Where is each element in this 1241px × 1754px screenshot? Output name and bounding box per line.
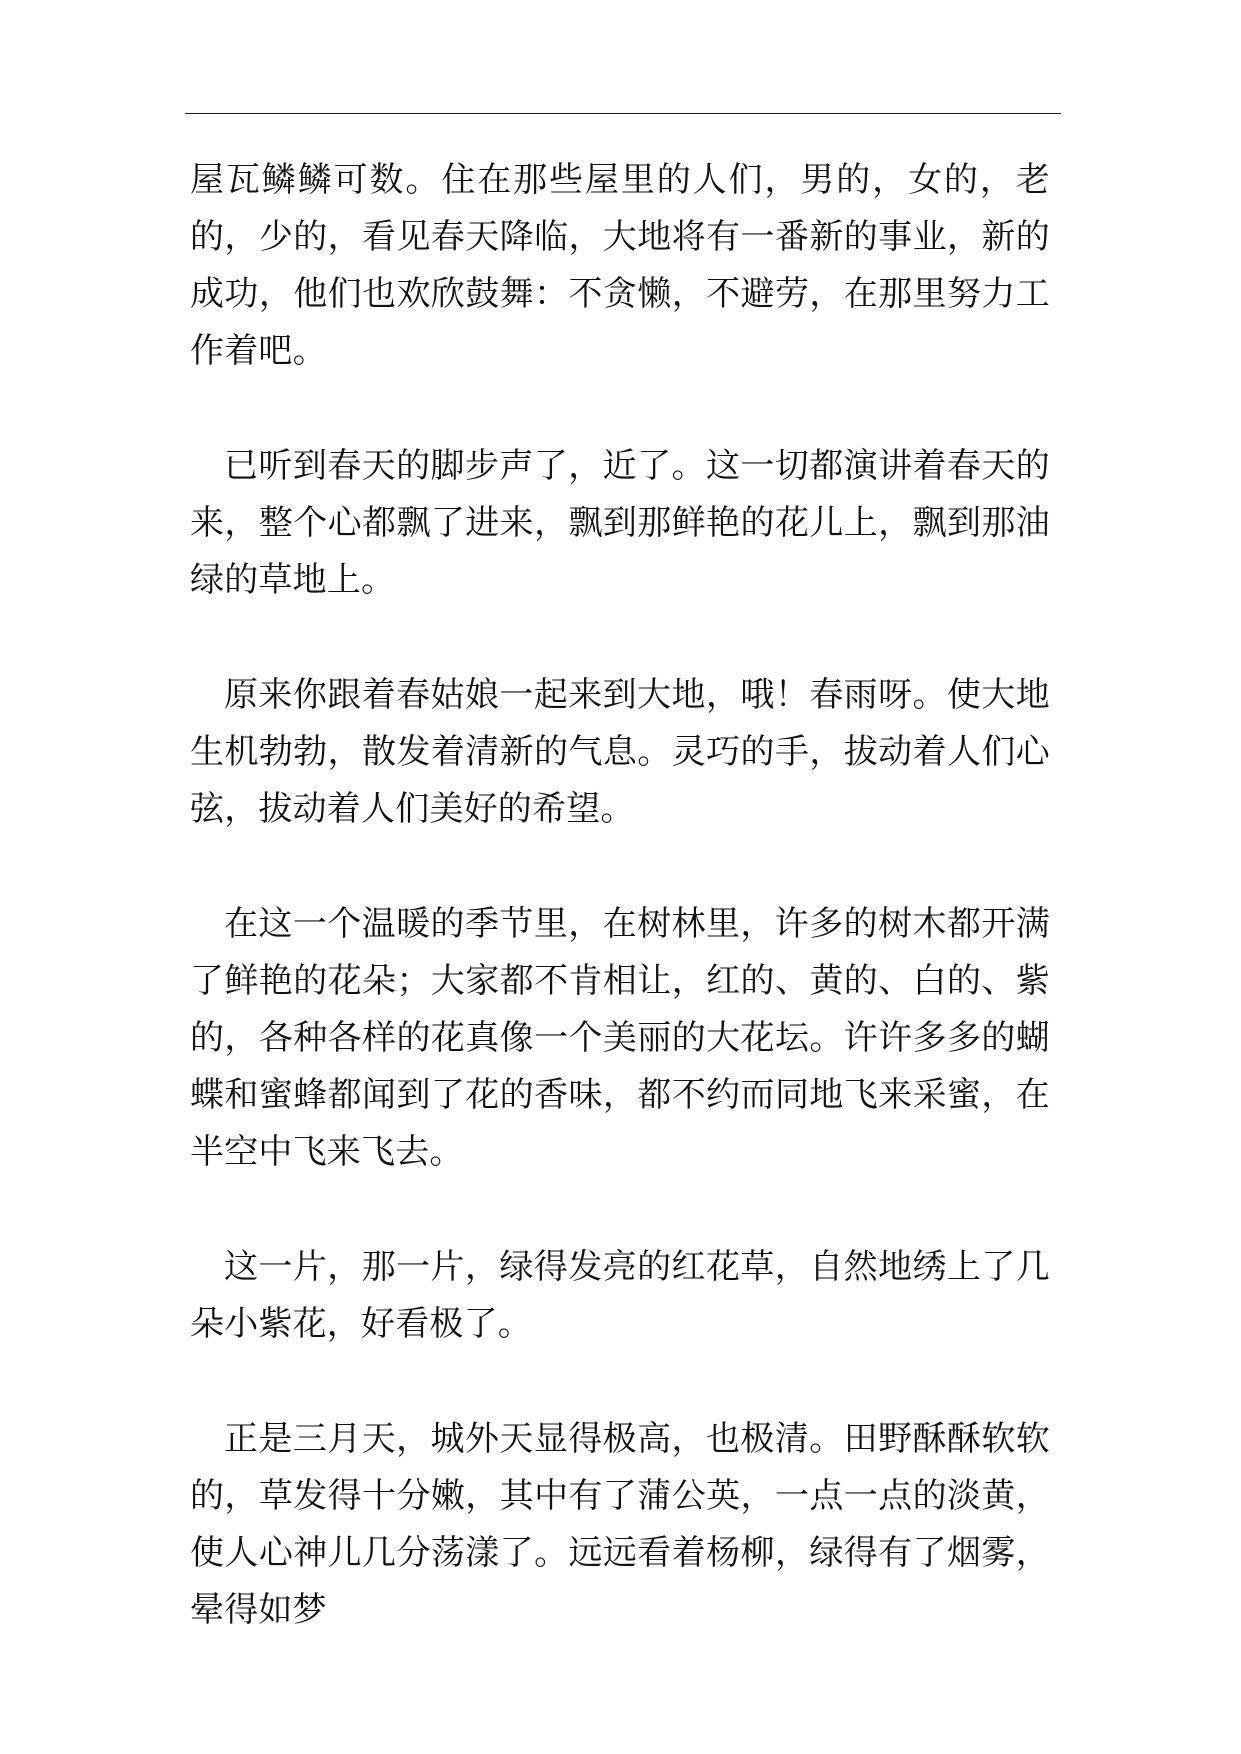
- paragraph: 已听到春天的脚步声了，近了。这一切都演讲着春天的来，整个心都飘了进来，飘到那鲜艳的花儿上，飘到那油绿的草地上。: [190, 446, 1050, 600]
- header-rule: [185, 113, 1061, 114]
- paragraph: 屋瓦鳞鳞可数。住在那些屋里的人们，男的，女的，老的，少的，看见春天降临，大地将有一番新的事业，新的成功，他们也欢欣鼓舞：不贪懒，不避劳，在那里努力工作着吧。: [190, 160, 1050, 371]
- paragraph: 这一片，那一片，绿得发亮的红花草，自然地绣上了几朵小紫花，好看极了。: [190, 1247, 1050, 1344]
- paragraph: 正是三月天，城外天显得极高，也极清。田野酥酥软软的，草发得十分嫩，其中有了蒲公英，一点一点的淡黄，使人心神儿几分荡漾了。远远看着杨柳，绿得有了烟雾，晕得如梦: [190, 1419, 1050, 1630]
- paragraph: 在这一个温暖的季节里，在树林里，许多的树木都开满了鲜艳的花朵；大家都不肯相让，红的、黄的、白的、紫的，各种各样的花真像一个美丽的大花坛。许许多多的蝴蝶和蜜蜂都闻到了花的香味，都不约而同地飞来采蜜，在半空中飞来飞去。: [190, 904, 1050, 1172]
- paragraph: 原来你跟着春姑娘一起来到大地，哦！春雨呀。使大地生机勃勃，散发着清新的气息。灵巧的手，拔动着人们心弦，拔动着人们美好的希望。: [190, 675, 1050, 829]
- document-body: [190, 152, 1050, 1639]
